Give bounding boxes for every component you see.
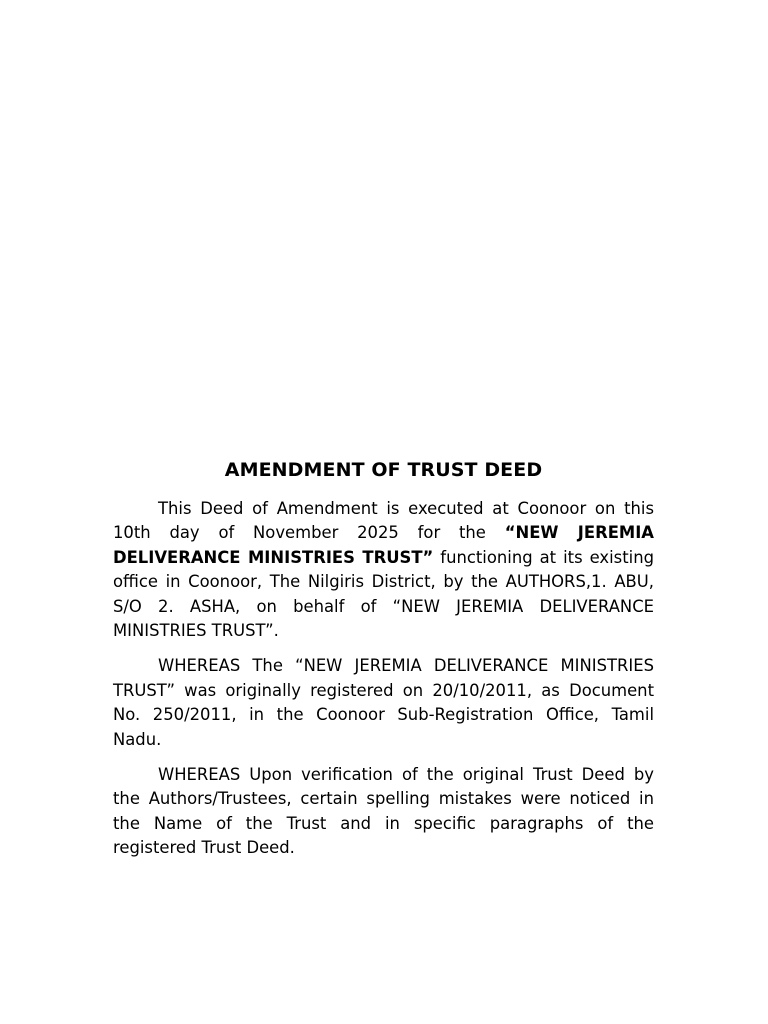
document-body [113, 457, 654, 861]
paragraph-execution-text-c: functioning at its existing office in Coonoor, The Nilgiris District, by the AUTHORS,1. ABU, S/O 2. ASHA, on behalf of “NEW JEREMIA DELIVERANCE MINISTRIES TRUST”. [113, 547, 654, 641]
paragraph-execution [113, 497, 654, 643]
trust-name-bold: “NEW JEREMIA DELIVERANCE MINISTRIES TRUST” [113, 523, 654, 567]
paragraph-execution-text-a: This Deed of Amendment is executed at Coonoor on this 10th day of November 2025 for the [113, 499, 654, 543]
paragraph-registration: WHEREAS The “NEW JEREMIA DELIVERANCE MINISTRIES TRUST” was originally registered on 20/10/2011, as Document No. 250/2011, in the Coonoor Sub-Registration Office, Tamil Nadu. [113, 656, 654, 749]
document-title: AMENDMENT OF TRUST DEED [224, 459, 543, 481]
paragraph-verification: WHEREAS Upon verification of the original Trust Deed by the Authors/Trustees, certain spelling mistakes were noticed in the Name of the Trust and in specific paragraphs of the registered Trust Deed. [113, 765, 654, 858]
